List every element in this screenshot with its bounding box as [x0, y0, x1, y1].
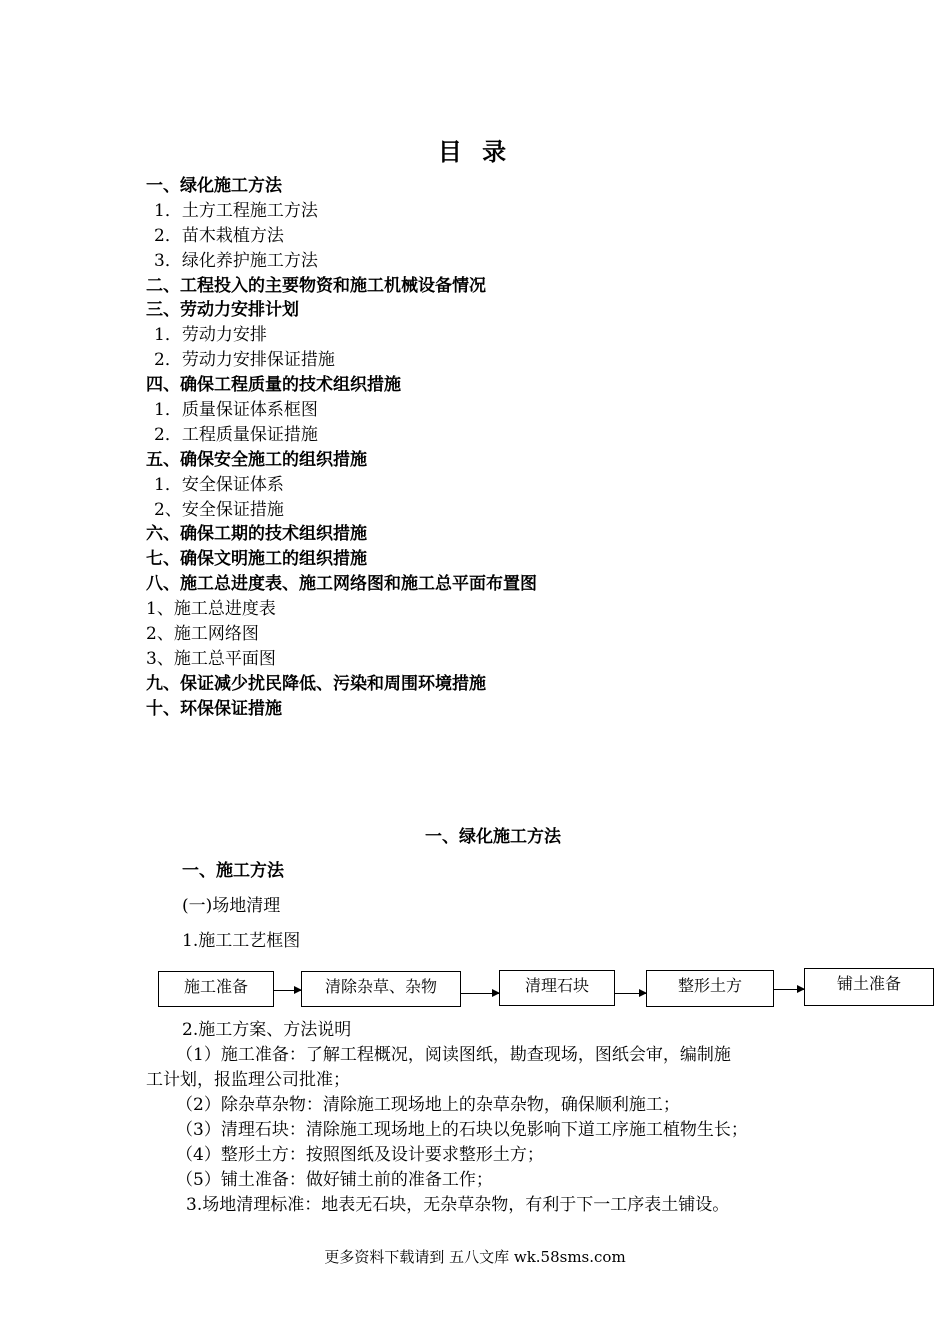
toc-subitem: 3、施工总平面图 — [146, 648, 276, 669]
flow-arrow — [615, 993, 646, 994]
toc-subitem: 2．劳动力安排保证措施 — [154, 350, 335, 371]
toc-heading: 四、确保工程质量的技术组织措施 — [146, 375, 401, 396]
toc-heading: 一、绿化施工方法 — [146, 176, 282, 196]
toc-subitem: 2．工程质量保证措施 — [154, 424, 318, 445]
toc-subitem: 3．绿化养护施工方法 — [154, 250, 318, 271]
flow-heading: 1.施工工艺框图 — [182, 931, 301, 951]
section-subtitle: 一、施工方法 — [182, 861, 284, 881]
toc-heading: 二、工程投入的主要物资和施工机械设备情况 — [146, 275, 486, 296]
flow-arrow — [274, 990, 301, 991]
paragraph-1b: 工计划，报监理公司批准； — [146, 1070, 350, 1090]
toc-heading: 八、施工总进度表、施工网络图和施工总平面布置图 — [146, 574, 537, 595]
toc-subitem: 1．土方工程施工方法 — [154, 200, 318, 221]
paragraph-3: （3）清理石块：清除施工现场地上的石块以免影响下道工序施工植物生长； — [176, 1120, 748, 1140]
flow-step-5: 铺土准备 — [804, 968, 934, 1006]
paragraph-5: （5）铺土准备：做好铺土前的准备工作； — [176, 1170, 493, 1190]
toc-heading: 六、确保工期的技术组织措施 — [146, 524, 367, 545]
toc-title: 目 录 — [437, 138, 513, 166]
flow-step-3: 清理石块 — [499, 970, 615, 1006]
part-heading: (一)场地清理 — [182, 896, 281, 916]
paragraph-1a: （1）施工准备：了解工程概况，阅读图纸，勘查现场，图纸会审，编制施 — [176, 1045, 731, 1065]
toc-heading: 五、确保安全施工的组织措施 — [146, 449, 367, 470]
toc-subitem: 2、施工网络图 — [146, 624, 259, 645]
toc-subitem: 2、安全保证措施 — [154, 499, 284, 520]
page-footer: 更多资料下载请到 五八文库 wk.58sms.com — [324, 1248, 626, 1266]
paragraph-2: （2）除杂草杂物：清除施工现场地上的杂草杂物，确保顺利施工； — [176, 1095, 680, 1115]
flow-arrow — [461, 993, 499, 994]
toc-subitem: 1．劳动力安排 — [154, 325, 267, 346]
toc-heading: 三、劳动力安排计划 — [146, 300, 299, 321]
toc-heading: 十、环保保证措施 — [146, 698, 282, 719]
flow-step-2: 清除杂草、杂物 — [301, 971, 461, 1007]
flow-step-4: 整形土方 — [646, 970, 774, 1007]
clearing-standard: 3.场地清理标准：地表无石块，无杂草杂物，有利于下一工序表土铺设。 — [186, 1195, 730, 1215]
toc-heading: 九、保证减少扰民降低、污染和周围环境措施 — [146, 673, 486, 694]
toc-subitem: 1、施工总进度表 — [146, 599, 276, 620]
toc-subitem: 1．安全保证体系 — [154, 474, 284, 495]
paragraph-4: （4）整形土方：按照图纸及设计要求整形土方； — [176, 1145, 544, 1165]
table-of-contents — [146, 174, 846, 722]
flow-arrow — [774, 989, 804, 990]
flow-step-1: 施工准备 — [158, 971, 274, 1007]
section-title: 一、绿化施工方法 — [425, 827, 561, 847]
toc-subitem: 1．质量保证体系框图 — [154, 400, 318, 421]
plan-heading: 2.施工方案、方法说明 — [182, 1020, 352, 1040]
toc-subitem: 2．苗木栽植方法 — [154, 225, 284, 246]
toc-heading: 七、确保文明施工的组织措施 — [146, 549, 367, 570]
